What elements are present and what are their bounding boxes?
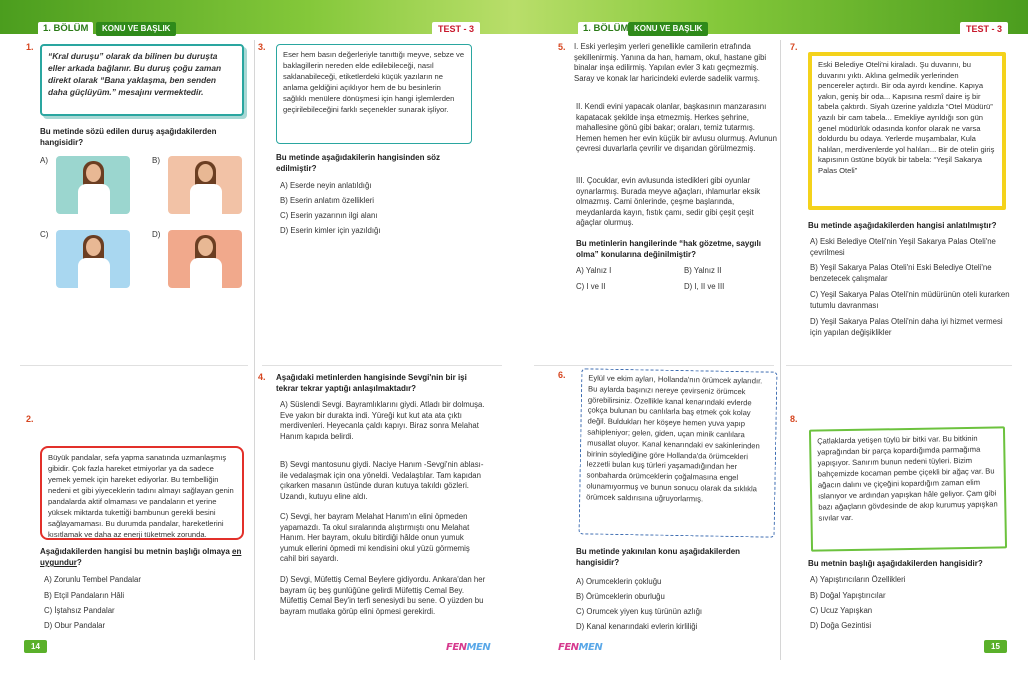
q5-stem: Bu metinlerin hangilerinde “hak gözetme, saygılı olma” konularına değinilmiştir? (576, 239, 761, 259)
q7-passage: Eski Belediye Oteli'ni kiraladı. Şu duvarını, bu duvarını yıktı. Aklına gelmedik yerlerinden pencereler açtırdı. Bir oda ayırdı kendine. Kapıya yakın, geniş bir oda... Kapısına resmî daire iş bir tabela çaktırdı. Siyah üzerine yaldızla “Otel Müdürü” yazılı bir cam tabela... Emekliye ayrıldığı son gün genel müdürlük odasında konfor olarak ne varsa doldurdu bu odaya. Yerlerde muşambalar, Kula halıları, merdivenlerde yol halıları... Bir de otelin giriş kapısının üstüne büyük bir tabela: “Yeşil Sakarya Palas Oteli” (808, 52, 1006, 210)
q1-passage: “Kral duruşu” olarak da bilinen bu duruşta eller arkada bağlanır. Bu duruş çoğu zaman direkt olarak “Bana yaklaşma, ben senden daha güçlüyüm.” mesajını vermektedir. (40, 44, 244, 116)
row-divider (262, 365, 502, 366)
q8-stem: Bu metnin başlığı aşağıdakilerden hangisidir? (808, 559, 983, 568)
test-badge: TEST - 3 (432, 22, 480, 36)
option-a[interactable]: A) Yapıştırıcıların Özellikleri (810, 575, 906, 584)
q5-item-2: II. Kendi evini yapacak olanlar, başkasının manzarasını kapatacak şekilde inşa etmezmiş. Herkes şehrine, mahallesine gönü gibi bakar; oraları, temiz tutarmış. Hemen hemen her evin küçük bir avlusu olurmuş. Avlunun çevresi duvarlarla çevrilir ve dışarıdan görülmezmiş. (576, 102, 777, 153)
option-c[interactable]: C) Sevgi, her bayram Melahat Hanım'ın elini öpmeden yapamazdı. Ta okul sıralarında alıştırmıştı onu Melahat Hanım. Her bayram, okulu bitirdiği hâlde onun yumuk yumuk ellerini öpmedi mi kendisini okul yüzü görmemiş cahil biri sayardı. (280, 512, 470, 563)
q2-stem: Aşağıdakilerden hangisi bu metnin başlığı olmaya en uygundur? (40, 547, 242, 567)
option-b-photo[interactable] (168, 156, 242, 214)
topic-badge: KONU VE BAŞLIK (96, 22, 176, 36)
option-d[interactable]: D) Sevgi, Müfettiş Cemal Beylere gidiyordu. Ankara'dan her bayram üç beş gunlüğüne gelirdi Müfettiş Cemal Bey. Müfettiş Cemal Bey'in terfi senesiydi bu sene. O yüzden bu bayram mutlaka görüp elini öpmesi gerekirdi. (280, 575, 486, 616)
column-divider (780, 40, 781, 660)
option-c[interactable]: C) I ve II (576, 282, 606, 291)
option-d[interactable]: D) Doğa Gezintisi (810, 621, 872, 630)
option-b[interactable]: B) Yalnız II (684, 266, 722, 275)
option-b[interactable]: B) Eserin anlatım özellikleri (280, 196, 375, 205)
option-a[interactable]: A) Yalnız I (576, 266, 612, 275)
option-c-label: C) (40, 230, 49, 239)
q3-passage: Eser hem basın değerleriyle tanıttığı meyve, sebze ve baklagillerin nereden elde edilebileceği, nasıl saklanabileceği, etiketlerdeki küçük yazıların ne anlama geldiğini açıklıyor hem de bu besinlerin sağlıklı menülere dönüşmesi için hangi işlemlerden geçirilebileceğini farklı seçenekler sunarak işliyor. (276, 44, 472, 144)
option-d[interactable]: D) Eserin kimler için yazıldığı (280, 226, 381, 235)
q7-stem: Bu metinde aşağıdakilerden hangisi anlatılmıştır? (808, 221, 997, 230)
option-a[interactable]: A) Eski Belediye Oteli'nin Yeşil Sakarya Palas Oteli'ne çevrilmesi (810, 237, 996, 257)
option-d[interactable]: D) Yeşil Sakarya Palas Oteli'nin daha iyi hizmet vermesi için yapılan değişiklikler (810, 317, 1003, 337)
question-number: 5. (558, 42, 566, 52)
option-b[interactable]: B) Etçil Pandaların Hâli (44, 591, 125, 600)
publisher-logo: FENMEN (558, 642, 603, 653)
q4-stem: Aşağıdaki metinlerden hangisinde Sevgi'nin bir işi tekrar tekrar yaptığı anlaşılmaktadır? (276, 373, 467, 393)
option-a[interactable]: A) Orumceklerin çokluğu (576, 577, 662, 586)
option-d-photo[interactable] (168, 230, 242, 288)
option-d[interactable]: D) Kanal kenarındaki evlerin kirliliği (576, 622, 698, 631)
row-divider (786, 365, 1012, 366)
option-a[interactable]: A) Süslendi Sevgi. Bayramlıklarını giydi. Atladı bir dolmuşa. Eve yakın bir durakta indi. Yüreği kut kut ata ata çıktı merdivenleri. Heyecanla çaldı kapıyı. Biraz sonra Melahat Hanım kapıda belirdi. (280, 400, 485, 441)
q2-passage: Büyük pandalar, sefa yapma sanatında uzmanlaşmış gibidir. Çok fazla hareket etmiyorlar ya da sadece yemek yemek için hareket ediyorlar. Bu tembelliğin nedeni et gibi yiyeceklerin tadını almayı sağlayan genin pandalarda aktif olmaması ve pandaların et yerine yüksek miktarda tuketti̇ği bambunun gerekli besini sağlayamaması. Bu durumda pandalar, hareketlerini kısıtlamak ve daha az enerji tüketmek zorunda. (40, 446, 244, 540)
topic-badge: KONU VE BAŞLIK (628, 22, 708, 36)
q6-stem: Bu metinde yakınılan konu aşağıdakilerden hangisidir? (576, 547, 741, 567)
question-number: 6. (558, 370, 566, 380)
option-c[interactable]: C) Eserin yazarının ilgi alanı (280, 211, 378, 220)
option-c[interactable]: C) Yeşil Sakarya Palas Oteli'nin müdürünün oteli kurarken tutumlu davranması (810, 290, 1010, 310)
q6-passage: Eylül ve ekim ayları, Hollanda'nın örümcek aylarıdır. Bu aylarda başınızı nereye çevirseniz örümcek görebilirsiniz. Özellikle kanal kenarındaki evlerde çokça bulunan bu canlılarla baş etmek çok kolay değil. Buldukları her köşeye hemen yuva yapıp sahipleniyor; gelen, giden, uçan minik canlılara musallat oluyor. Kanal kenarındaki ev sakinlerinden birinin söylediğine göre Hollanda'da örümcekleri lezzetli bulan kuş türleri yaşamadığından her sonbaharda örümceklerin çoğalmasına engel olunamıyormuş ve bunun sonucu olarak da sıklıkla örümcek saldırısına uğruyorlarmış. (579, 368, 778, 537)
option-b-label: B) (152, 156, 160, 165)
option-a[interactable]: A) Eserde neyin anlatıldığı (280, 181, 372, 190)
publisher-logo: FENMEN (446, 642, 491, 653)
option-b[interactable]: B) Sevgi mantosunu giydi. Naciye Hanım -Sevgi'nin ablası- ile vedalaşmak için ona yöneldi. Vedalaştılar. Tam kapıdan çıkarken masanın üstünde duran kutuya takıldı gözleri. Uzandı, kutuyu eline aldı. (280, 460, 484, 501)
section-badge: 1. BÖLÜM (578, 22, 633, 36)
test-badge: TEST - 3 (960, 22, 1008, 36)
option-d[interactable]: D) I, II ve III (684, 282, 725, 291)
q5-item-3: III. Çocuklar, evin avlusunda istedikleri gibi oyunlar oynarlarmış. Burada meyve ağaçları, ıhlamurlar eksik olmazmış. Cami önlerinde, çeşme başlarında, meydanlarda kayın, fıstık çamı, sedir gibi çeşit çeşit ağaçlar olurmuş. (576, 176, 761, 227)
q8-passage: Çatlaklarda yetişen tüylü bir bitki var. Bu bitkinin yaprağından bir parça kopardığımda parmağıma yapışıyor. Sanırım bunun nedeni tüyleri. Bizim bahçemizde kocaman pembe çiçekli bir ağaç var. Bu ağacın dalını ve çiçeğini kopardığım zaman elim ıslanıyor ve ardından yapışkan hâle geliyor. Çam gibi bazı ağaçların gövdesinde de akıp kurumuş yapışkan sıvılar var. (809, 426, 1007, 551)
q3-stem: Bu metinde aşağıdakilerin hangisinden söz edilmiştir? (276, 153, 441, 173)
q1-stem: Bu metinde sözü edilen duruş aşağıdakilerden hangisidir? (40, 127, 217, 147)
section-badge: 1. BÖLÜM (38, 22, 93, 36)
option-c[interactable]: C) Orumcek yiyen kuş türünün azlığı (576, 607, 703, 616)
page-number: 14 (24, 640, 47, 653)
q5-item-1: I. Eski yerleşim yerleri genellikle camilerin etrafında şekillenirmiş. Yanına da han, hamam, okul, hastane gibi binalar inşa edilirmiş. Yapılan evler 3 katı geçmezmiş. Saray ve konak lar haricindeki evlerde sadelik varmış. (574, 42, 767, 83)
option-a[interactable]: A) Zorunlu Tembel Pandalar (44, 575, 141, 584)
question-number: 4. (258, 372, 266, 382)
question-number: 7. (790, 42, 798, 52)
option-b[interactable]: B) Yeşil Sakarya Palas Oteli'ni Eski Belediye Oteli'ne benzetecek çalışmalar (810, 263, 992, 283)
column-divider (254, 40, 255, 660)
question-number: 8. (790, 414, 798, 424)
option-c-photo[interactable] (56, 230, 130, 288)
option-b[interactable]: B) Doğal Yapıştırıcılar (810, 591, 886, 600)
row-divider (20, 365, 248, 366)
option-b[interactable]: B) Örümceklerin oburluğu (576, 592, 665, 601)
right-page (514, 0, 1028, 676)
option-a-photo[interactable] (56, 156, 130, 214)
option-a-label: A) (40, 156, 48, 165)
option-d[interactable]: D) Obur Pandalar (44, 621, 106, 630)
row-divider (534, 365, 774, 366)
option-d-label: D) (152, 230, 161, 239)
page-number: 15 (984, 640, 1007, 653)
question-number: 3. (258, 42, 266, 52)
option-c[interactable]: C) İştahsız Pandalar (44, 606, 115, 615)
question-number: 1. (26, 42, 34, 52)
option-c[interactable]: C) Ucuz Yapışkan (810, 606, 873, 615)
question-number: 2. (26, 414, 34, 424)
